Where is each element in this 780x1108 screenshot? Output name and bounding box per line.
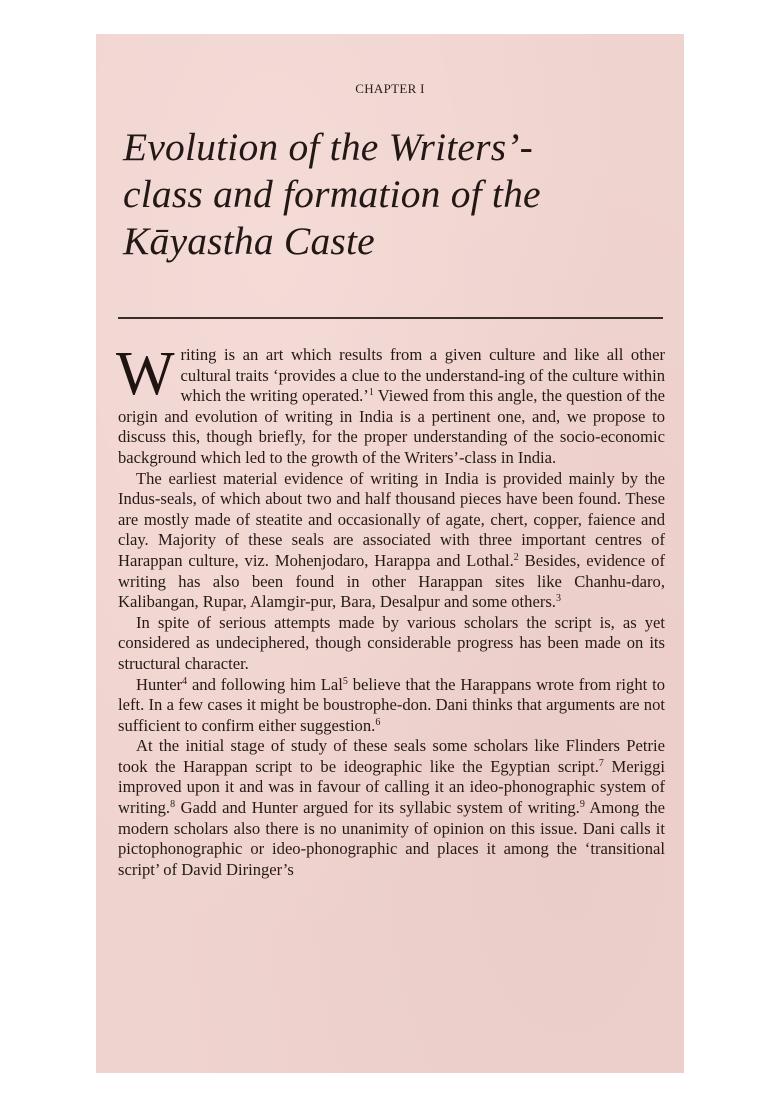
chapter-title-line: Evolution of the Writers’- [123,125,534,169]
footnote-ref[interactable]: 3 [555,593,561,605]
drop-cap: W [116,340,175,408]
text-run: Gadd and Hunter argued for its syllabic system of writing. [175,798,580,818]
title-divider-rule [118,317,663,319]
footnote-ref[interactable]: 7 [598,757,604,769]
body-text [116,340,666,880]
text-run: Hunter [136,674,183,694]
paragraph [118,736,665,880]
footnote-ref[interactable]: 6 [375,716,381,728]
footnote-ref[interactable]: 5 [342,675,348,687]
chapter-title-line: class and formation of the [123,172,541,216]
chapter-title-line: Kāyastha Caste [123,219,375,263]
chapter-title [123,124,663,265]
text-run: At the initial stage of study of these seals some scholars like Flinders Petrie took the Harappan script to be ideographic like the Egyptian script. [118,736,665,776]
text-run: believe that the Harappans wrote from right to left. In a few cases it might be boustrophe-don. Dani thinks that arguments are not sufficient to confirm either suggestion. [118,674,665,735]
text-run: The earliest material evidence of writing in India is provided mainly by the Indus-seals, of which about two and half thousand pieces have been found. These are mostly made of steatite and occasionally of agate, chert, copper, faience and clay. Majority of these seals are associated with three important centres of Harappan culture, viz. Mohenjodaro, Harappa and Lothal. [118,468,665,570]
text-run: Meriggi improved upon it and was in favour of calling it an ideo-phonographic system of writing. [118,756,666,818]
text-run: and following him Lal [187,674,343,694]
text-run: In spite of serious attempts made by various scholars the script is, as yet considered as undeciphered, though considerable progress has been made on its structural character. [118,612,665,673]
text-run: Among the modern scholars also there is no unanimity of opinion on this issue. Dani calls it pictophonographic or ideo-phonographic and places it among the ‘transitional script’ of David Diringer’s [118,798,665,879]
footnote-ref[interactable]: 1 [368,387,374,399]
text-run: riting is an art which results from a given culture and like all other cultural traits ‘provides a clue to the understand-ing of the culture within which the writing operated.’ [180,345,665,406]
chapter-label: CHAPTER I [355,81,425,96]
footnote-ref[interactable]: 9 [579,799,585,811]
text-run: Besides, evidence of writing has also been found in other Harappan sites like Chanhu-daro, Kalibangan, Rupar, Alamgir-pur, Bara, Desalpur and some others. [118,550,665,612]
footnote-ref[interactable]: 4 [182,675,188,687]
book-page [96,34,684,1073]
paragraph [118,469,665,613]
footnote-ref[interactable]: 8 [170,799,176,811]
paragraph [118,675,665,737]
paragraph [118,613,665,675]
footnote-ref[interactable]: 2 [513,551,519,563]
text-run: Viewed from this angle, the question of the origin and evolution of writing in India is a pertinent one, and, we propose to discuss this, though briefly, for the proper understanding of the socio-economic background which led to the growth of the Writers’-class in India. [118,386,665,467]
paragraph [116,340,665,469]
